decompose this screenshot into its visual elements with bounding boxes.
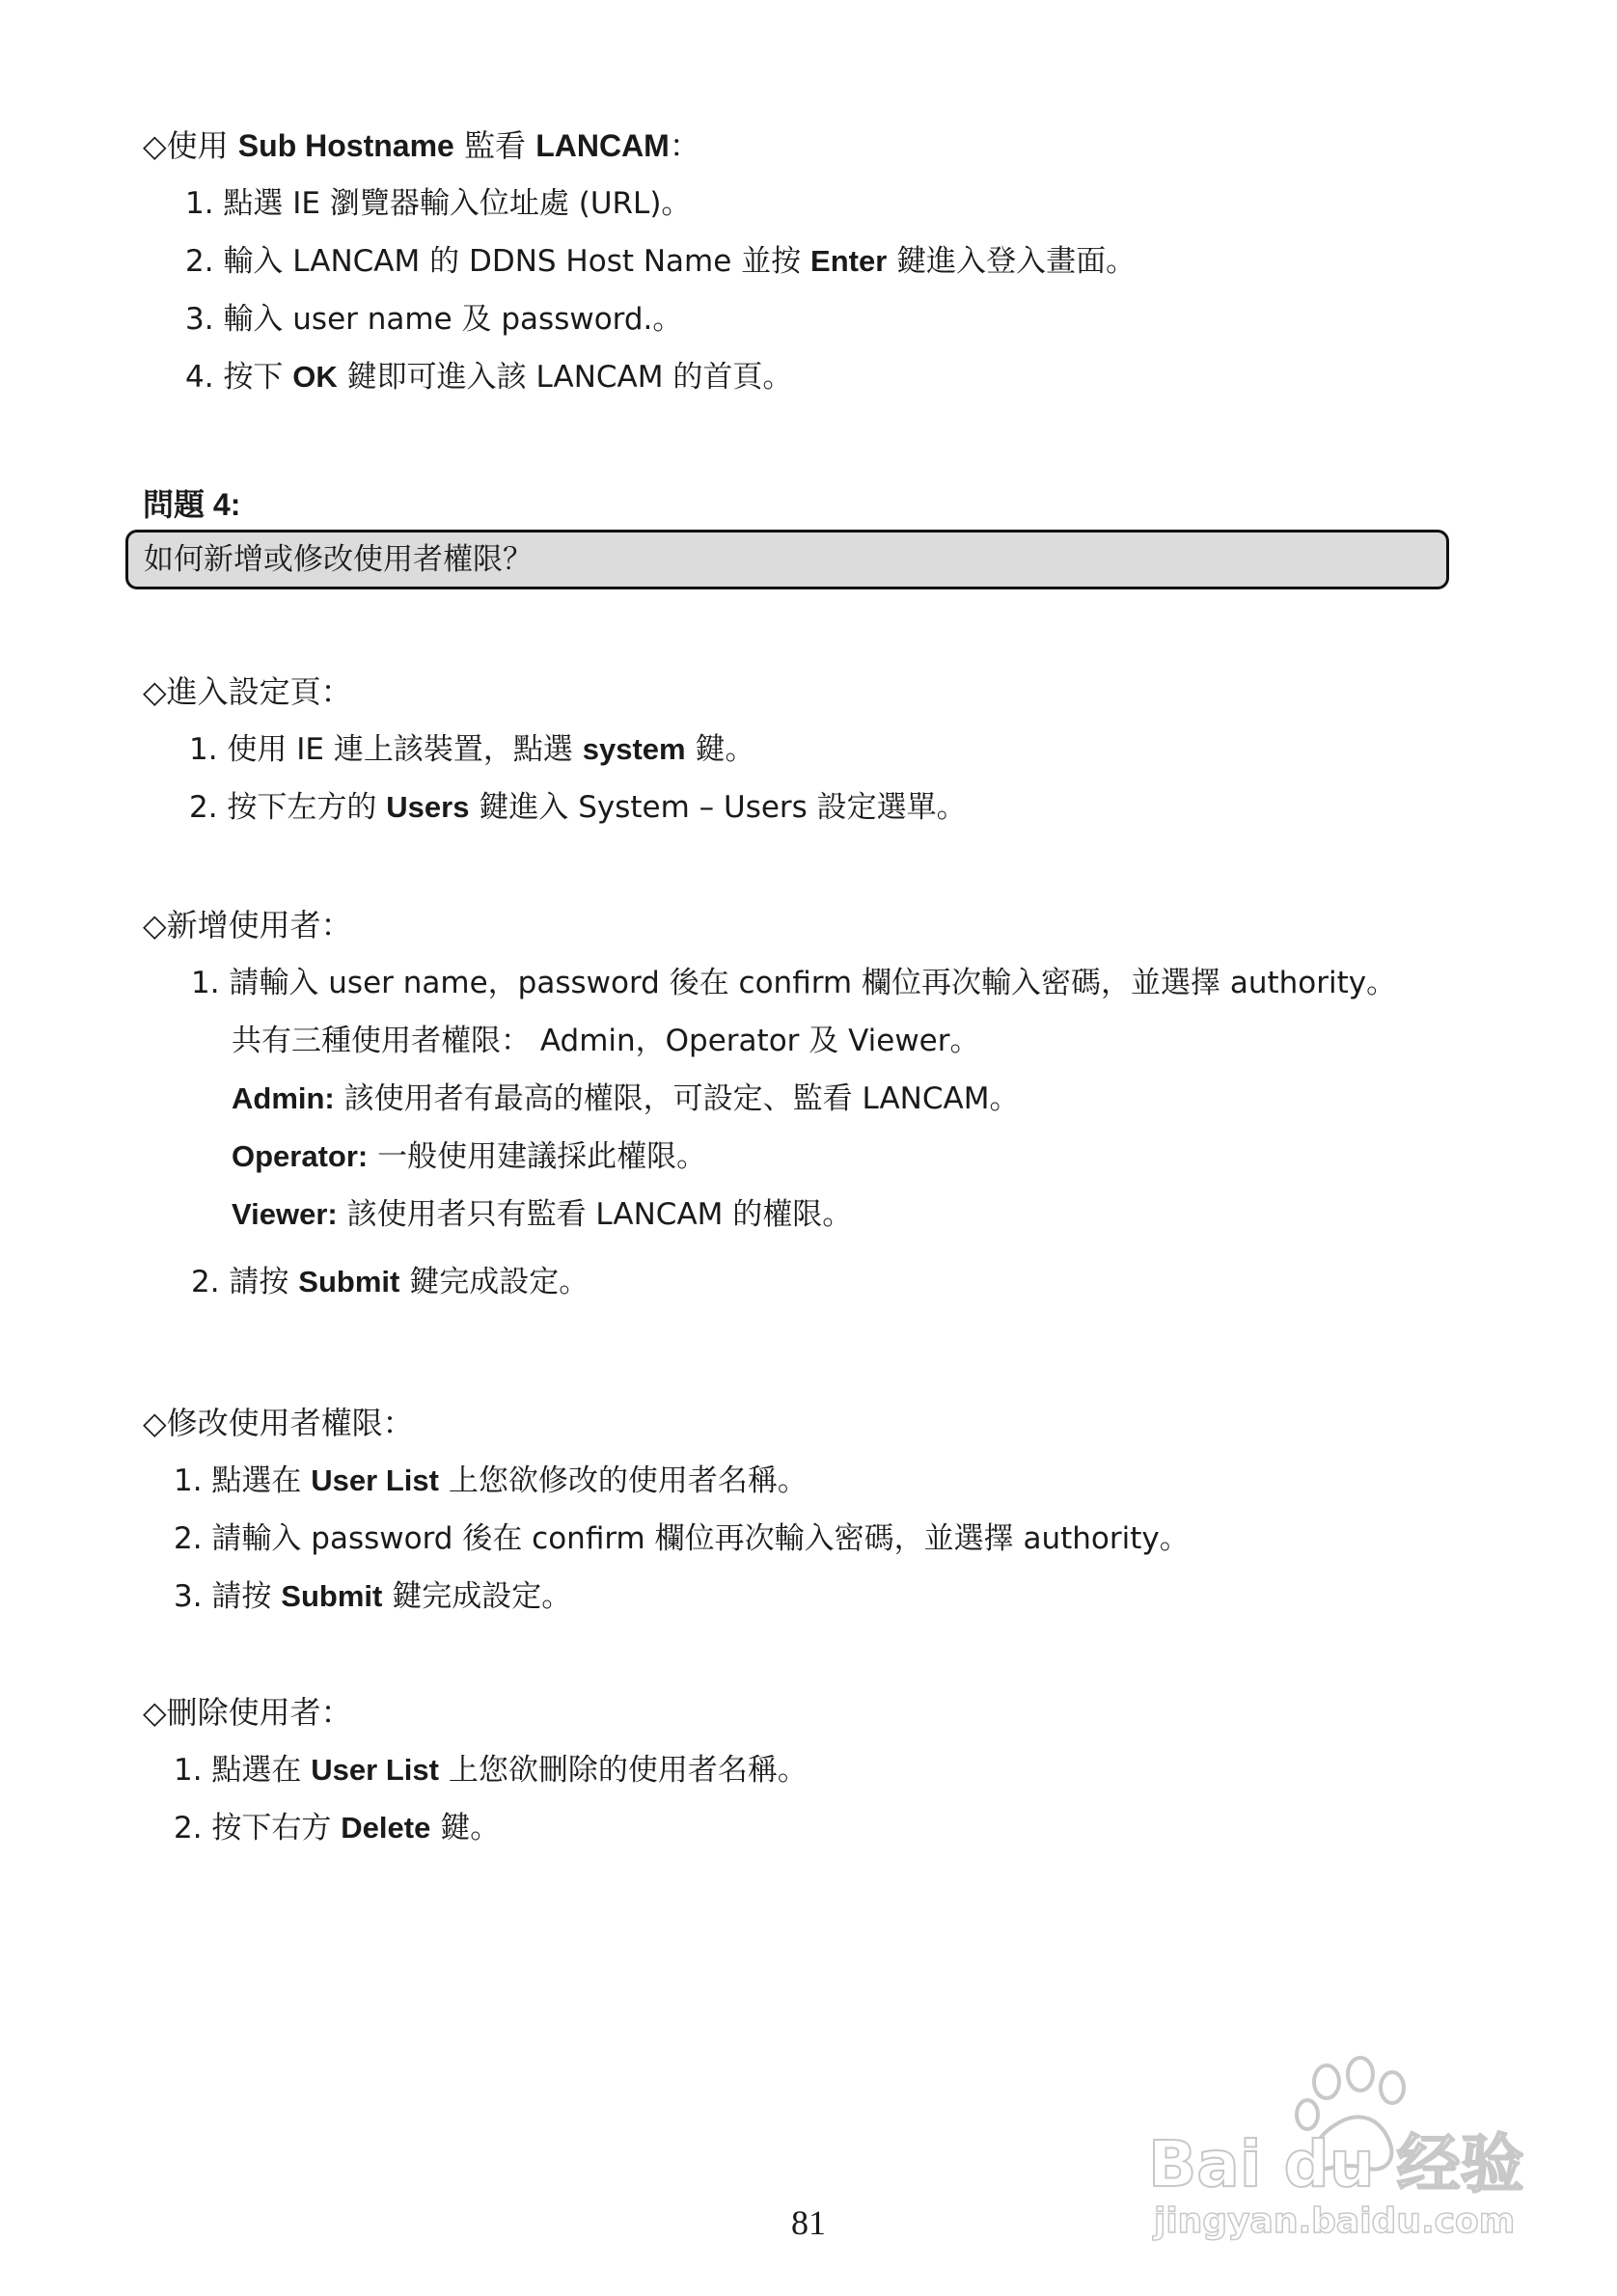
section3-viewer: Viewer: 該使用者只有監看 LANCAM 的權限。 (232, 1197, 853, 1232)
section1-step3: 3. 輸入 user name 及 password.。 (185, 302, 683, 337)
section1-step2: 2. 輸入 LANCAM 的 DDNS Host Name 並按 Enter 鍵進入登入畫面。 (185, 244, 1137, 279)
section3-operator: Operator: 一般使用建議採此權限。 (232, 1139, 707, 1174)
section5-heading: ◇刪除使用者： (143, 1694, 352, 1731)
watermark-url: jingyan.baidu.com (1154, 2201, 1516, 2241)
page-number: 81 (791, 2203, 826, 2242)
question-label: 問題 4: (143, 487, 241, 522)
section5-step1: 1. 點選在 User List 上您欲刪除的使用者名稱。 (174, 1753, 808, 1788)
section3-admin: Admin: 該使用者有最高的權限，可設定、監看 LANCAM。 (232, 1081, 1020, 1116)
section1-step4: 4. 按下 OK 鍵即可進入該 LANCAM 的首頁。 (185, 360, 793, 395)
section3-heading: ◇新增使用者： (143, 907, 352, 943)
section1-step1: 1. 點選 IE 瀏覽器輸入位址處 (URL)。 (185, 186, 692, 221)
section3-step1: 1. 請輸入 user name，password 後在 confirm 欄位再次輸入密碼，並選擇 authority。 (191, 966, 1397, 1000)
question-text: 如何新增或修改使用者權限？ (144, 542, 533, 577)
section2-heading: ◇進入設定頁： (143, 673, 352, 710)
section5-step2: 2. 按下右方 Delete 鍵。 (174, 1811, 501, 1845)
section2-step2: 2. 按下左方的 Users 鍵進入 System – Users 設定選單。 (189, 790, 967, 825)
question-box (125, 530, 1449, 589)
section2-step1: 1. 使用 IE 連上該裝置，點選 system 鍵。 (189, 732, 755, 767)
section4-heading: ◇修改使用者權限： (143, 1405, 414, 1441)
section4-step2: 2. 請輸入 password 後在 confirm 欄位再次輸入密碼，並選擇 authority。 (174, 1521, 1190, 1556)
section3-step2: 2. 請按 Submit 鍵完成設定。 (191, 1265, 589, 1299)
section4-step1: 1. 點選在 User List 上您欲修改的使用者名稱。 (174, 1463, 808, 1498)
section4-step3: 3. 請按 Submit 鍵完成設定。 (174, 1579, 572, 1614)
watermark-brand: Bai du 经验 (1148, 2127, 1524, 2201)
section1-heading: ◇使用 Sub Hostname 監看 LANCAM： (143, 127, 700, 164)
section3-roles-intro: 共有三種使用者權限： Admin，Operator 及 Viewer。 (232, 1024, 980, 1058)
baidu-watermark (1148, 2055, 1534, 2248)
